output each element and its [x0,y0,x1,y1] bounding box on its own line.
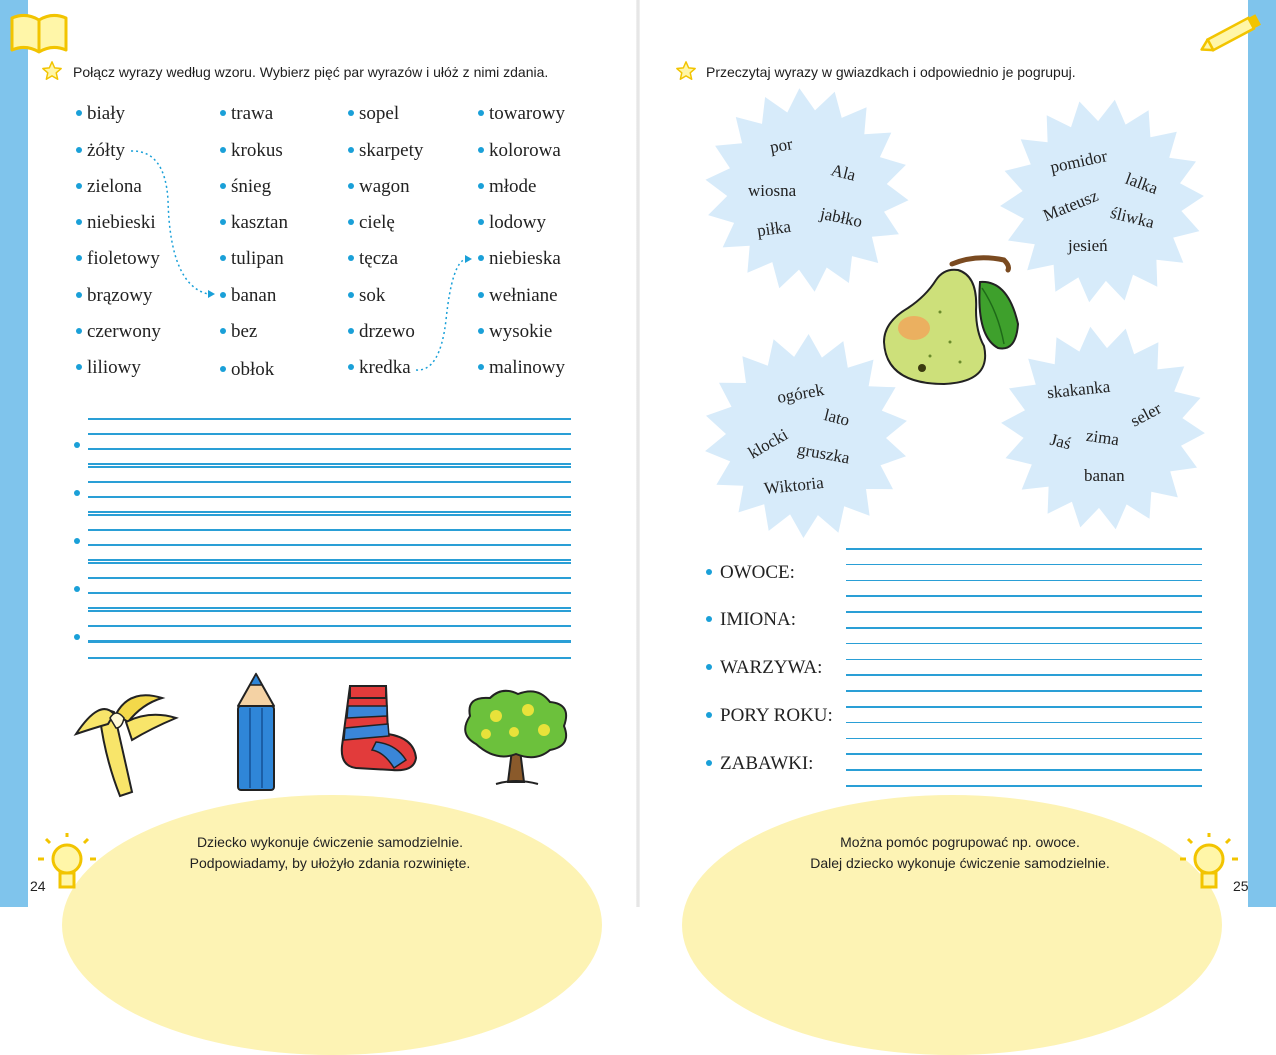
word-text: cielę [359,212,395,233]
star-word: zima [1084,425,1121,450]
writing-line[interactable] [846,706,1202,708]
word-text: obłok [231,359,275,380]
word-text: wagon [359,176,410,197]
sentence-bullet [74,586,80,592]
category-label [706,753,813,775]
word-text: sopel [359,103,400,124]
writing-line[interactable] [846,548,1202,550]
writing-line[interactable] [846,738,1202,740]
writing-line[interactable] [88,577,571,579]
writing-line[interactable] [88,592,571,594]
word-text: niebieska [489,248,561,269]
writing-line[interactable] [846,643,1202,645]
writing-line[interactable] [88,610,571,612]
category-label [706,562,795,584]
star-word: śliwka [1108,202,1157,233]
star-word: Mateusz [1040,185,1101,226]
word-text: wysokie [489,321,553,342]
tree-icon [456,686,574,794]
sock-icon [336,680,420,774]
bullet-dot [706,760,712,766]
word-star-3 [705,334,907,538]
writing-line[interactable] [88,562,571,564]
word-text: drzewo [359,321,415,342]
bullet-dot [706,664,712,670]
star-word: Ala [829,160,858,185]
word-text: krokus [231,140,283,161]
star-word: jesień [1068,236,1108,255]
category-text: ZABAWKI: [720,753,814,774]
writing-line[interactable] [88,657,571,659]
word-text: tęcza [359,248,399,269]
category-text: OWOCE: [720,562,795,583]
right-instruction: Przeczytaj wyrazy w gwiazdkach i odpowiednio je pogrupuj. [706,64,1076,80]
bullet-dot [706,616,712,622]
word-text: czerwony [87,321,161,342]
bullet-dot [706,569,712,575]
writing-line[interactable] [846,659,1202,661]
star-word: ogórek [775,380,826,407]
word-text: kredka [359,357,411,378]
word-text: żółty [87,140,125,161]
writing-line[interactable] [846,690,1202,692]
word-text: śnieg [231,176,272,197]
right-note-line1: Można pomóc pogrupować np. owoce. [840,834,1080,850]
word-text: malinowy [489,357,565,378]
category-label [706,705,833,727]
pencil-drawing-icon [228,670,284,798]
writing-line[interactable] [88,625,571,627]
left-note-line1: Dziecko wykonuje ćwiczenie samodzielnie. [196,834,464,850]
word-star-2 [1000,100,1204,302]
word-text: trawa [231,103,274,124]
writing-line[interactable] [846,611,1202,613]
word-text: kolorowa [489,140,561,161]
star-word: wiosna [748,181,797,200]
word-text: sok [359,285,386,306]
word-text: towarowy [489,103,565,124]
word-text: skarpety [359,140,424,161]
right-page-number: 25 [1233,878,1249,894]
star-word: lalka [1122,168,1161,199]
writing-line[interactable] [846,769,1202,771]
writing-line[interactable] [88,607,571,609]
category-label [706,657,822,679]
star-word: seler [1127,398,1165,431]
word-text: zielona [87,176,142,197]
writing-line[interactable] [846,627,1202,629]
word-text: brązowy [87,285,153,306]
sentence-bullet [74,634,80,640]
left-page-number: 24 [30,878,46,894]
lightbulb-icon [1178,833,1240,899]
writing-line[interactable] [88,641,571,643]
star-word: banan [1084,466,1125,485]
writing-line[interactable] [846,722,1202,724]
word-text: wełniane [489,285,558,306]
star-word: Jaś [1048,429,1073,454]
word-text: bez [231,321,258,342]
word-text: banan [231,285,277,306]
left-instruction: Połącz wyrazy według wzoru. Wybierz pięć par wyrazów i ułóż z nimi zdania. [73,64,549,80]
word-text: kasztan [231,212,288,233]
word-text: liliowy [87,357,141,378]
star-word: jabłko [818,203,865,232]
star-word: skakanka [1046,376,1112,403]
star-word: Wiktoria [763,472,825,499]
left-note-line2: Podpowiadamy, by ułożyło zdania rozwinięte. [189,855,471,871]
writing-line[interactable] [846,785,1202,787]
writing-line[interactable] [846,564,1202,566]
star-word: piłka [755,216,793,241]
right-parent-note [770,832,1150,874]
word-star-1 [706,88,909,291]
star-word: gruszka [795,439,852,468]
category-label [706,609,796,631]
writing-line[interactable] [846,595,1202,597]
word-text: tulipan [231,248,284,269]
word-text: fioletowy [87,248,160,269]
word-text: młode [489,176,537,197]
category-text: WARZYWA: [720,657,823,678]
star-word: lato [822,405,852,430]
pear-icon [880,252,1022,388]
star-word: pomidor [1048,146,1109,177]
star-word: klocki [744,424,792,463]
word-text: lodowy [489,212,546,233]
word-text: biały [87,103,125,124]
left-parent-note [150,832,510,874]
right-note-line2: Dalej dziecko wykonuje ćwiczenie samodzielnie. [810,855,1110,871]
banana-icon [70,688,180,803]
star-word: por [768,134,795,157]
writing-line[interactable] [846,753,1202,755]
category-text: IMIONA: [720,609,796,630]
writing-line[interactable] [846,674,1202,676]
writing-line[interactable] [846,580,1202,582]
word-text: niebieski [87,212,156,233]
bullet-dot [706,712,712,718]
category-text: PORY ROKU: [720,705,833,726]
